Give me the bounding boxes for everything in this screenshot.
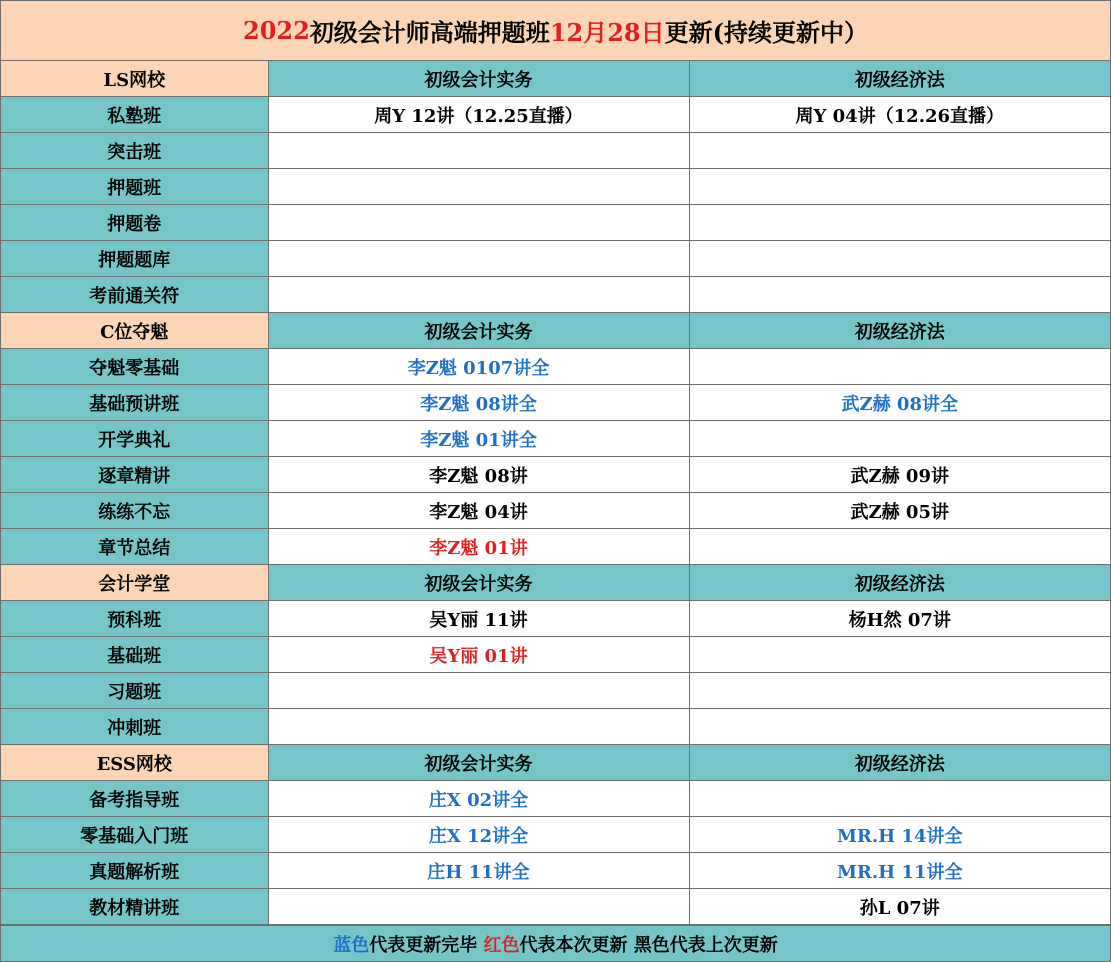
law-cell: 孙L 07讲 xyxy=(689,889,1110,925)
section-name: ESS网校 xyxy=(1,745,268,781)
table-row xyxy=(1,601,1110,637)
section-name: LS网校 xyxy=(1,61,268,97)
row-label: 突击班 xyxy=(1,133,268,169)
section-header-row xyxy=(1,745,1110,781)
law-cell xyxy=(689,349,1110,385)
section-col-accounting: 初级会计实务 xyxy=(268,565,689,601)
law-cell: 武Z赫 08讲全 xyxy=(689,385,1110,421)
law-cell xyxy=(689,781,1110,817)
law-cell xyxy=(689,673,1110,709)
law-cell xyxy=(689,133,1110,169)
law-cell xyxy=(689,169,1110,205)
table-row xyxy=(1,349,1110,385)
law-cell: MR.H 14讲全 xyxy=(689,817,1110,853)
table-row xyxy=(1,709,1110,745)
accounting-cell xyxy=(268,673,689,709)
accounting-cell: 李Z魁 01讲 xyxy=(268,529,689,565)
section-col-accounting: 初级会计实务 xyxy=(268,61,689,97)
accounting-cell: 周Y 12讲（12.25直播） xyxy=(268,97,689,133)
section-col-law: 初级经济法 xyxy=(689,745,1110,781)
title-status: 更新(持续更新中） xyxy=(664,18,868,47)
accounting-cell xyxy=(268,277,689,313)
law-cell xyxy=(689,205,1110,241)
law-cell: 武Z赫 09讲 xyxy=(689,457,1110,493)
law-cell xyxy=(689,637,1110,673)
table-row xyxy=(1,205,1110,241)
row-label: 真题解析班 xyxy=(1,853,268,889)
table-row xyxy=(1,385,1110,421)
accounting-cell: 李Z魁 01讲全 xyxy=(268,421,689,457)
legend-blue-word: 蓝色 xyxy=(333,934,370,956)
row-label: 押题班 xyxy=(1,169,268,205)
table-row xyxy=(1,241,1110,277)
table-row xyxy=(1,133,1110,169)
section-col-law: 初级经济法 xyxy=(689,61,1110,97)
row-label: 逐章精讲 xyxy=(1,457,268,493)
law-cell xyxy=(689,241,1110,277)
section-col-law: 初级经济法 xyxy=(689,565,1110,601)
schedule-table-body xyxy=(1,61,1110,925)
law-cell: 杨H然 07讲 xyxy=(689,601,1110,637)
law-cell: 武Z赫 05讲 xyxy=(689,493,1110,529)
row-label: 开学典礼 xyxy=(1,421,268,457)
accounting-cell: 李Z魁 0107讲全 xyxy=(268,349,689,385)
law-cell xyxy=(689,421,1110,457)
accounting-cell: 庄X 02讲全 xyxy=(268,781,689,817)
table-row xyxy=(1,457,1110,493)
table-row xyxy=(1,781,1110,817)
legend-blue-text: 代表更新完毕 xyxy=(369,934,484,956)
law-cell: 周Y 04讲（12.26直播） xyxy=(689,97,1110,133)
accounting-cell: 吴Y丽 11讲 xyxy=(268,601,689,637)
accounting-cell xyxy=(268,709,689,745)
row-label: 基础班 xyxy=(1,637,268,673)
row-label: 押题题库 xyxy=(1,241,268,277)
section-col-accounting: 初级会计实务 xyxy=(268,313,689,349)
accounting-cell: 吴Y丽 01讲 xyxy=(268,637,689,673)
table-row xyxy=(1,637,1110,673)
row-label: 押题卷 xyxy=(1,205,268,241)
accounting-cell: 庄H 11讲全 xyxy=(268,853,689,889)
table-row xyxy=(1,493,1110,529)
table-row xyxy=(1,277,1110,313)
accounting-cell xyxy=(268,169,689,205)
row-label: 夺魁零基础 xyxy=(1,349,268,385)
table-row xyxy=(1,421,1110,457)
row-label: 私塾班 xyxy=(1,97,268,133)
section-header-row xyxy=(1,565,1110,601)
row-label: 零基础入门班 xyxy=(1,817,268,853)
color-legend xyxy=(1,925,1110,961)
section-col-accounting: 初级会计实务 xyxy=(268,745,689,781)
law-cell xyxy=(689,277,1110,313)
title-course: 初级会计师高端押题班 xyxy=(309,18,550,47)
law-cell xyxy=(689,709,1110,745)
row-label: 考前通关符 xyxy=(1,277,268,313)
page-title xyxy=(1,1,1110,61)
row-label: 预科班 xyxy=(1,601,268,637)
table-row xyxy=(1,673,1110,709)
law-cell xyxy=(689,529,1110,565)
row-label: 基础预讲班 xyxy=(1,385,268,421)
row-label: 教材精讲班 xyxy=(1,889,268,925)
section-col-law: 初级经济法 xyxy=(689,313,1110,349)
accounting-cell: 李Z魁 08讲 xyxy=(268,457,689,493)
law-cell: MR.H 11讲全 xyxy=(689,853,1110,889)
accounting-cell xyxy=(268,241,689,277)
row-label: 练练不忘 xyxy=(1,493,268,529)
legend-red-text: 代表本次更新 黑色代表上次更新 xyxy=(519,934,778,956)
accounting-cell: 李Z魁 08讲全 xyxy=(268,385,689,421)
table-row xyxy=(1,853,1110,889)
table-row xyxy=(1,817,1110,853)
table-row xyxy=(1,169,1110,205)
accounting-cell xyxy=(268,205,689,241)
row-label: 章节总结 xyxy=(1,529,268,565)
section-header-row xyxy=(1,61,1110,97)
accounting-cell xyxy=(268,889,689,925)
table-row xyxy=(1,97,1110,133)
row-label: 冲刺班 xyxy=(1,709,268,745)
title-year: 2022 xyxy=(243,16,310,45)
table-row xyxy=(1,529,1110,565)
section-header-row xyxy=(1,313,1110,349)
row-label: 备考指导班 xyxy=(1,781,268,817)
legend-red-word: 红色 xyxy=(483,934,520,956)
accounting-cell: 庄X 12讲全 xyxy=(268,817,689,853)
section-name: 会计学堂 xyxy=(1,565,268,601)
section-name: C位夺魁 xyxy=(1,313,268,349)
title-date: 12月28日 xyxy=(549,18,665,47)
table-row xyxy=(1,889,1110,925)
schedule-table xyxy=(1,61,1110,925)
row-label: 习题班 xyxy=(1,673,268,709)
accounting-cell xyxy=(268,133,689,169)
accounting-cell: 李Z魁 04讲 xyxy=(268,493,689,529)
